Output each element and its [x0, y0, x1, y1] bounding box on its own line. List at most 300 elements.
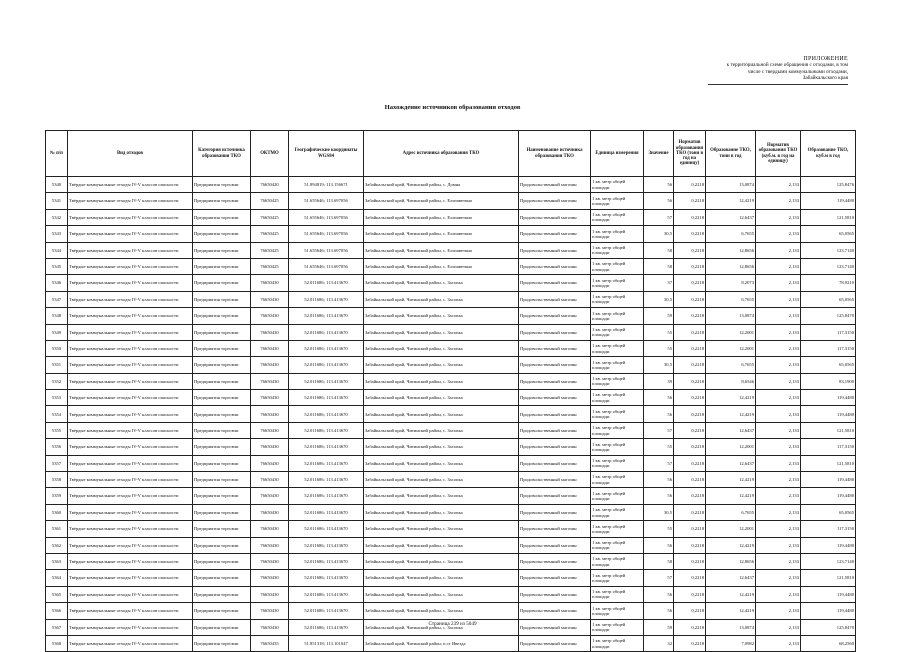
table-cell: 2,133	[756, 570, 801, 586]
table-cell: 117,3150	[801, 340, 856, 356]
table-cell: 59	[644, 619, 674, 635]
table-cell: Продовольственный магазин	[519, 603, 591, 619]
column-header: Образование ТКО, тонн в год	[706, 131, 756, 177]
table-cell: 1 кв. метр общей площади	[591, 308, 644, 324]
table-cell: 52.011686; 113.413670	[289, 504, 364, 520]
table-cell: Забайкальский край, Читинский район, с. Засопка	[364, 504, 519, 520]
table-cell: 5364	[46, 570, 68, 586]
table-cell: Предприятия торговли	[193, 258, 251, 274]
approval-line-2: числе с твердыми коммунальными отходами,	[747, 68, 848, 75]
table-cell: 52.011686; 113.413670	[289, 308, 364, 324]
table-cell: 55	[644, 340, 674, 356]
table-cell: 52.011686; 113.413670	[289, 488, 364, 504]
table-cell: Продовольственный магазин	[519, 340, 591, 356]
table-cell: 5355	[46, 422, 68, 438]
table-cell: 2,133	[756, 226, 801, 242]
table-cell: Забайкальский край, Читинский район, с. Засопка	[364, 619, 519, 635]
column-header: Географические координаты WGS84	[289, 131, 364, 177]
table-cell: Забайкальский край, Читинский район, с. Засопка	[364, 406, 519, 422]
table-cell: 2,133	[756, 242, 801, 258]
table-cell: 1 кв. метр общей площади	[591, 570, 644, 586]
table-cell: 59	[644, 308, 674, 324]
table-cell: 0,2218	[674, 586, 706, 602]
table-cell: 1 кв. метр общей площади	[591, 619, 644, 635]
table-cell: 2,133	[756, 291, 801, 307]
table-cell: 76650430	[251, 422, 289, 438]
table-cell: Твёрдые коммунальные отходы IV-V классов опасности	[68, 439, 193, 455]
table-cell: 0,2218	[674, 553, 706, 569]
table-cell: Продовольственный магазин	[519, 455, 591, 471]
approval-line-3: Забайкальского края	[802, 75, 848, 82]
table-row	[46, 177, 856, 193]
table-cell: 76650425	[251, 242, 289, 258]
document-title: Нахождение источников образования отходов	[384, 104, 521, 111]
table-cell: 76650430	[251, 357, 289, 373]
table-cell: 76650430	[251, 504, 289, 520]
table-cell: 51.655646; 113.697056	[289, 209, 364, 225]
table-cell: 52.011686; 113.413670	[289, 586, 364, 602]
table-cell: Предприятия торговли	[193, 472, 251, 488]
table-cell: 56	[644, 406, 674, 422]
table-body	[46, 177, 856, 652]
table-cell: Твёрдые коммунальные отходы IV-V классов опасности	[68, 570, 193, 586]
table-cell: 76650430	[251, 472, 289, 488]
table-cell: 1 кв. метр общей площади	[591, 504, 644, 520]
table-row	[46, 357, 856, 373]
table-cell: 0,2218	[674, 209, 706, 225]
table-row	[46, 488, 856, 504]
table-cell: Предприятия торговли	[193, 291, 251, 307]
table-cell: 57	[644, 422, 674, 438]
table-cell: Продовольственный магазин	[519, 209, 591, 225]
table-cell: 32	[644, 635, 674, 651]
table-cell: 5353	[46, 390, 68, 406]
column-header: Адрес источника образования ТКО	[364, 131, 519, 177]
table-cell: 5340	[46, 177, 68, 193]
table-cell: 39	[644, 373, 674, 389]
table-cell: 83,1900	[801, 373, 856, 389]
table-cell: 0,2218	[674, 193, 706, 209]
table-cell: 2,133	[756, 537, 801, 553]
table-cell: 0,2218	[674, 258, 706, 274]
table-cell: 58	[644, 242, 674, 258]
table-cell: 2,133	[756, 422, 801, 438]
table-cell: Забайкальский край, Читинский район, с. Засопка	[364, 340, 519, 356]
table-cell: Забайкальский край, Читинский район, с. Засопка	[364, 275, 519, 291]
column-header: Норматив образования ТКО (куб.м. в год на единицу)	[756, 131, 801, 177]
table-cell: 1 кв. метр общей площади	[591, 209, 644, 225]
table-cell: 1 кв. метр общей площади	[591, 455, 644, 471]
table-cell: 12,4219	[706, 193, 756, 209]
table-cell: Продовольственный магазин	[519, 308, 591, 324]
table-cell: Продовольственный магазин	[519, 291, 591, 307]
table-header-row	[46, 131, 856, 177]
table-cell: 123,7140	[801, 553, 856, 569]
table-cell: 6,7655	[706, 357, 756, 373]
table-cell: 5359	[46, 488, 68, 504]
table-row	[46, 308, 856, 324]
table-cell: 76650430	[251, 390, 289, 406]
table-cell: 5366	[46, 603, 68, 619]
table-cell: 2,133	[756, 308, 801, 324]
table-row	[46, 291, 856, 307]
table-cell: 1 кв. метр общей площади	[591, 324, 644, 340]
table-cell: 76650430	[251, 619, 289, 635]
table-cell: Продовольственный магазин	[519, 521, 591, 537]
table-cell: 52.011686; 113.413670	[289, 472, 364, 488]
table-cell: Предприятия торговли	[193, 537, 251, 553]
table-cell: Предприятия торговли	[193, 553, 251, 569]
table-cell: 7,0982	[706, 635, 756, 651]
table-cell: Предприятия торговли	[193, 603, 251, 619]
table-cell: Забайкальский край, Читинский район, с. Засопка	[364, 472, 519, 488]
table-cell: Предприятия торговли	[193, 242, 251, 258]
table-cell: 76650430	[251, 521, 289, 537]
table-cell: 1 кв. метр общей площади	[591, 586, 644, 602]
table-cell: Твёрдые коммунальные отходы IV-V классов опасности	[68, 357, 193, 373]
table-row	[46, 340, 856, 356]
table-cell: Твёрдые коммунальные отходы IV-V классов опасности	[68, 177, 193, 193]
table-cell: Предприятия торговли	[193, 455, 251, 471]
table-cell: 2,133	[756, 586, 801, 602]
table-cell: 76650430	[251, 537, 289, 553]
table-row	[46, 504, 856, 520]
table-cell: Забайкальский край, Читинский район, с. Засопка	[364, 455, 519, 471]
table-cell: 1 кв. метр общей площади	[591, 439, 644, 455]
table-row	[46, 570, 856, 586]
table-cell: 5348	[46, 308, 68, 324]
table-cell: 1 кв. метр общей площади	[591, 291, 644, 307]
table-cell: Предприятия торговли	[193, 193, 251, 209]
table-cell: 0,2218	[674, 308, 706, 324]
table-cell: 12,4219	[706, 537, 756, 553]
table-cell: 78,9210	[801, 275, 856, 291]
table-cell: 1 кв. метр общей площади	[591, 553, 644, 569]
table-cell: Предприятия торговли	[193, 340, 251, 356]
table-cell: 76650430	[251, 488, 289, 504]
table-cell: Продовольственный магазин	[519, 635, 591, 651]
table-cell: 76650430	[251, 275, 289, 291]
table-cell: 65,0565	[801, 291, 856, 307]
table-cell: 12,2001	[706, 340, 756, 356]
table-cell: 13,0874	[706, 619, 756, 635]
table-cell: 65,0565	[801, 504, 856, 520]
table-cell: Предприятия торговли	[193, 209, 251, 225]
table-cell: 76650430	[251, 291, 289, 307]
table-cell: 8,6546	[706, 373, 756, 389]
table-cell: Твёрдые коммунальные отходы IV-V классов опасности	[68, 635, 193, 651]
table-cell: 76650430	[251, 373, 289, 389]
table-cell: Твёрдые коммунальные отходы IV-V классов опасности	[68, 619, 193, 635]
table-row	[46, 406, 856, 422]
table-cell: Твёрдые коммунальные отходы IV-V классов опасности	[68, 553, 193, 569]
table-cell: 57	[644, 209, 674, 225]
approval-heading: ПРИЛОЖЕНИЕ	[803, 56, 848, 62]
table-row	[46, 422, 856, 438]
table-cell: 0,2218	[674, 488, 706, 504]
table-cell: 76650425	[251, 226, 289, 242]
column-header: Категория источника образования ТКО	[193, 131, 251, 177]
table-cell: Забайкальский край, Читинский район, с. Елизаветино	[364, 258, 519, 274]
table-cell: 125,8476	[801, 177, 856, 193]
table-cell: 51.894819; 113.156671	[289, 177, 364, 193]
table-cell: 12,8656	[706, 242, 756, 258]
table-cell: Твёрдые коммунальные отходы IV-V классов опасности	[68, 488, 193, 504]
table-cell: 0,2218	[674, 291, 706, 307]
table-cell: 0,2218	[674, 504, 706, 520]
table-cell: 117,3150	[801, 439, 856, 455]
table-cell: 1 кв. метр общей площади	[591, 488, 644, 504]
table-cell: 6,7655	[706, 291, 756, 307]
table-cell: 76650430	[251, 324, 289, 340]
table-cell: Продовольственный магазин	[519, 275, 591, 291]
page-number: Страница 239 из 5049	[428, 621, 477, 627]
table-cell: Твёрдые коммунальные отходы IV-V классов опасности	[68, 521, 193, 537]
table-cell: 0,2218	[674, 570, 706, 586]
table-cell: 52.011686; 113.413670	[289, 340, 364, 356]
table-cell: Забайкальский край, Читинский район, с. Елизаветино	[364, 226, 519, 242]
table-cell: Забайкальский край, Читинский район, с. Засопка	[364, 308, 519, 324]
table-cell: Твёрдые коммунальные отходы IV-V классов опасности	[68, 258, 193, 274]
table-cell: 51.851318; 113.101047	[289, 635, 364, 651]
table-cell: 12,6437	[706, 422, 756, 438]
table-cell: 12,4219	[706, 586, 756, 602]
table-cell: 5344	[46, 242, 68, 258]
table-cell: 2,133	[756, 193, 801, 209]
table-row	[46, 390, 856, 406]
table-cell: 56	[644, 390, 674, 406]
table-cell: 76650430	[251, 570, 289, 586]
table-cell: Забайкальский край, Читинский район, с. Засопка	[364, 373, 519, 389]
table-cell: 52.011686; 113.413670	[289, 291, 364, 307]
table-cell: 5360	[46, 504, 68, 520]
column-header: Единица измерения	[591, 131, 644, 177]
table-cell: Продовольственный магазин	[519, 357, 591, 373]
table-cell: 5346	[46, 275, 68, 291]
table-cell: 1 кв. метр общей площади	[591, 635, 644, 651]
table-cell: 12,4219	[706, 472, 756, 488]
table-cell: Забайкальский край, Читинский район, с. Засопка	[364, 439, 519, 455]
table-cell: 5367	[46, 619, 68, 635]
table-cell: 0,2218	[674, 242, 706, 258]
table-cell: Твёрдые коммунальные отходы IV-V классов опасности	[68, 390, 193, 406]
table-cell: 52.011686; 113.413670	[289, 619, 364, 635]
table-cell: 52.011686; 113.413670	[289, 537, 364, 553]
table-cell: 57	[644, 455, 674, 471]
table-cell: 13,0874	[706, 177, 756, 193]
table-cell: Твёрдые коммунальные отходы IV-V классов опасности	[68, 455, 193, 471]
table-cell: Твёрдые коммунальные отходы IV-V классов опасности	[68, 209, 193, 225]
table-cell: 1 кв. метр общей площади	[591, 472, 644, 488]
table-cell: 76650430	[251, 308, 289, 324]
table-cell: 1 кв. метр общей площади	[591, 537, 644, 553]
table-cell: 51.655646; 113.697056	[289, 193, 364, 209]
table-cell: 2,133	[756, 439, 801, 455]
table-cell: Продовольственный магазин	[519, 439, 591, 455]
table-cell: 5356	[46, 439, 68, 455]
table-cell: Забайкальский край, Читинский район, с. Засопка	[364, 324, 519, 340]
table-cell: 30,5	[644, 291, 674, 307]
table-cell: 2,133	[756, 455, 801, 471]
table-cell: 0,2218	[674, 635, 706, 651]
table-cell: 119,4480	[801, 488, 856, 504]
table-cell: Предприятия торговли	[193, 570, 251, 586]
table-cell: 0,2218	[674, 373, 706, 389]
table-cell: 76650430	[251, 553, 289, 569]
table-cell: 1 кв. метр общей площади	[591, 406, 644, 422]
table-cell: Продовольственный магазин	[519, 553, 591, 569]
table-cell: Предприятия торговли	[193, 275, 251, 291]
table-cell: Забайкальский край, Читинский район, с. Засопка	[364, 521, 519, 537]
table-cell: Предприятия торговли	[193, 635, 251, 651]
table-cell: 56	[644, 603, 674, 619]
table-cell: 52.011686; 113.413670	[289, 324, 364, 340]
table-cell: 1 кв. метр общей площади	[591, 603, 644, 619]
table-cell: Твёрдые коммунальные отходы IV-V классов опасности	[68, 472, 193, 488]
table-row	[46, 258, 856, 274]
table-cell: Твёрдые коммунальные отходы IV-V классов опасности	[68, 586, 193, 602]
table-cell: 55	[644, 324, 674, 340]
table-row	[46, 635, 856, 651]
table-cell: 2,133	[756, 521, 801, 537]
sources-table	[45, 130, 856, 652]
table-cell: 1 кв. метр общей площади	[591, 275, 644, 291]
table-row	[46, 472, 856, 488]
table-cell: 2,133	[756, 406, 801, 422]
table-cell: 30,5	[644, 357, 674, 373]
table-cell: Забайкальский край, Читинский район, с. Домна	[364, 177, 519, 193]
table-cell: Забайкальский край, Читинский район, с. Елизаветино	[364, 209, 519, 225]
table-cell: 2,133	[756, 373, 801, 389]
table-cell: 13,0874	[706, 308, 756, 324]
table-cell: 119,4480	[801, 390, 856, 406]
table-cell: Продовольственный магазин	[519, 373, 591, 389]
table-cell: Твёрдые коммунальные отходы IV-V классов опасности	[68, 308, 193, 324]
table-cell: Забайкальский край, Читинский район, с. Засопка	[364, 357, 519, 373]
table-cell: 5368	[46, 635, 68, 651]
table-cell: 2,133	[756, 472, 801, 488]
table-cell: 5343	[46, 226, 68, 242]
table-cell: 121,5810	[801, 209, 856, 225]
table-cell: Предприятия торговли	[193, 586, 251, 602]
table-cell: Продовольственный магазин	[519, 472, 591, 488]
table-cell: Продовольственный магазин	[519, 504, 591, 520]
table-cell: 5352	[46, 373, 68, 389]
table-cell: Твёрдые коммунальные отходы IV-V классов опасности	[68, 226, 193, 242]
table-cell: 12,6437	[706, 209, 756, 225]
table-cell: 76650430	[251, 406, 289, 422]
table-cell: 117,3150	[801, 324, 856, 340]
table-cell: 57	[644, 570, 674, 586]
table-cell: Предприятия торговли	[193, 308, 251, 324]
table-cell: 12,6437	[706, 455, 756, 471]
table-cell: 121,5810	[801, 422, 856, 438]
table-cell: 51.655646; 113.697056	[289, 226, 364, 242]
table-cell: 5350	[46, 340, 68, 356]
table-cell: 2,133	[756, 603, 801, 619]
table-cell: 76650425	[251, 209, 289, 225]
table-cell: 52.011686; 113.413670	[289, 439, 364, 455]
column-header: Наименование источника образования ТКО	[519, 131, 591, 177]
table-row	[46, 209, 856, 225]
table-row	[46, 553, 856, 569]
table-cell: 12,2001	[706, 521, 756, 537]
table-cell: Твёрдые коммунальные отходы IV-V классов опасности	[68, 275, 193, 291]
table-cell: 125,8470	[801, 619, 856, 635]
table-cell: 52.011686; 113.413670	[289, 603, 364, 619]
table-cell: 52.011686; 113.413670	[289, 406, 364, 422]
table-row	[46, 603, 856, 619]
table-cell: 119,4480	[801, 603, 856, 619]
table-cell: 37	[644, 275, 674, 291]
table-cell: Забайкальский край, Читинский район, с. Засопка	[364, 553, 519, 569]
table-cell: 12,2001	[706, 324, 756, 340]
table-cell: 2,133	[756, 324, 801, 340]
table-cell: Продовольственный магазин	[519, 619, 591, 635]
table-cell: Твёрдые коммунальные отходы IV-V классов опасности	[68, 340, 193, 356]
table-cell: 52.011686; 113.413670	[289, 521, 364, 537]
approval-line-1: к территориальной схеме обращения с отходами, в том	[726, 62, 848, 69]
table-cell: 0,2218	[674, 422, 706, 438]
table-cell: 119,4480	[801, 586, 856, 602]
table-cell: 119,4480	[801, 193, 856, 209]
table-cell: 56	[644, 586, 674, 602]
table-cell: 76650430	[251, 340, 289, 356]
table-cell: Продовольственный магазин	[519, 537, 591, 553]
table-cell: 119,4480	[801, 406, 856, 422]
table-cell: Забайкальский край, Читинский район, с. Засопка	[364, 390, 519, 406]
table-cell: 5361	[46, 521, 68, 537]
table-cell: Предприятия торговли	[193, 619, 251, 635]
table-cell: 5342	[46, 209, 68, 225]
table-cell: 1 кв. метр общей площади	[591, 258, 644, 274]
table-cell: 68,2560	[801, 635, 856, 651]
table-cell: Твёрдые коммунальные отходы IV-V классов опасности	[68, 537, 193, 553]
table-cell: Продовольственный магазин	[519, 488, 591, 504]
table-cell: Предприятия торговли	[193, 422, 251, 438]
table-cell: 5358	[46, 472, 68, 488]
column-header: Вид отходов	[68, 131, 193, 177]
table-cell: 52.011686; 113.413670	[289, 373, 364, 389]
table-cell: Продовольственный магазин	[519, 226, 591, 242]
table-cell: 76650430	[251, 603, 289, 619]
table-row	[46, 439, 856, 455]
table-cell: 52.011686; 113.413670	[289, 570, 364, 586]
table-cell: 6,7655	[706, 226, 756, 242]
table-cell: Предприятия торговли	[193, 177, 251, 193]
column-header: Норматив образования ТКО (тонн в год на единицу)	[674, 131, 706, 177]
table-cell: Твёрдые коммунальные отходы IV-V классов опасности	[68, 406, 193, 422]
table-cell: 0,2218	[674, 226, 706, 242]
table-cell: Предприятия торговли	[193, 226, 251, 242]
table-cell: 58	[644, 553, 674, 569]
table-cell: 2,133	[756, 619, 801, 635]
table-cell: Предприятия торговли	[193, 390, 251, 406]
table-row	[46, 521, 856, 537]
table-cell: 76650430	[251, 439, 289, 455]
table-cell: 8,2073	[706, 275, 756, 291]
table-cell: Предприятия торговли	[193, 373, 251, 389]
table-cell: Забайкальский край, Читинский район, с. Засопка	[364, 537, 519, 553]
table-cell: 2,133	[756, 390, 801, 406]
table-cell: 76650425	[251, 258, 289, 274]
table-cell: 123,7140	[801, 258, 856, 274]
table-cell: Забайкальский край, Читинский район, с. Елизаветино	[364, 193, 519, 209]
table-cell: 55	[644, 439, 674, 455]
approval-rule	[708, 84, 848, 85]
table-cell: 76650430	[251, 586, 289, 602]
table-cell: 5349	[46, 324, 68, 340]
